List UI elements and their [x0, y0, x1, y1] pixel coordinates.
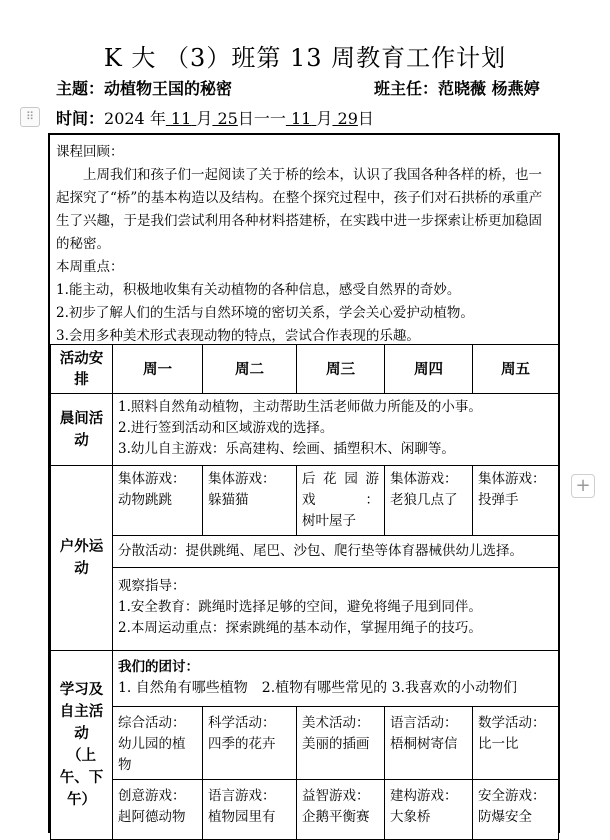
outdoor-label: 户外运动 — [51, 466, 113, 651]
focus-title: 本周重点： — [56, 259, 124, 275]
weekly-plan-table — [50, 344, 559, 840]
time-year: 2024 年 — [104, 109, 166, 128]
teacher-names: 范晓薇 杨燕婷 — [438, 79, 540, 98]
outdoor-games-row — [51, 466, 559, 536]
learning-game-cell: 建构游戏： 大象桥 — [385, 780, 473, 840]
month-char-2: 月 — [316, 109, 333, 128]
learning-games-row — [51, 780, 559, 840]
teacher-label: 班主任： — [374, 79, 439, 98]
learning-game-cell: 安全游戏： 防爆安全 — [473, 780, 559, 840]
day-header: 周五 — [473, 345, 559, 394]
focus-point: 2.初步了解人们的生活与自然环境的密切关系，学会关心爱护动植物。 — [56, 305, 474, 321]
day-char-2: 日 — [357, 109, 374, 128]
day-char-1: 日 — [237, 109, 254, 128]
guide-title: 观察指导： — [118, 578, 186, 594]
outdoor-game-cell: 集体游戏： 老狼几点了 — [385, 466, 473, 536]
end-month: 11 — [290, 109, 312, 128]
month-char-1: 月 — [196, 109, 213, 128]
scatter-activity: 分散活动：提供跳绳、尾巴、沙包、爬行垫等体育器械供幼儿选择。 — [113, 536, 559, 568]
drag-handle-icon[interactable]: ⠿ — [20, 107, 40, 127]
table-header-row — [51, 345, 559, 394]
day-header: 周一 — [113, 345, 203, 394]
review-title: 课程回顾： — [56, 144, 124, 160]
page-title: K 大 （3）班第 13 周教育工作计划 — [103, 44, 507, 72]
group-discussion-row — [51, 651, 559, 707]
review-text: 上周我们和孩子们一起阅读了关于桥的绘本，认识了我国各种各样的桥，也一起探究了“桥”的基本构造以及结构。在整个探究过程中，孩子们对石拱桥的承重产生了兴趣，于是我们尝试利用各种材料搭建桥，在实践中进一步探索让桥更加稳固的秘密。 — [56, 167, 543, 252]
morning-line: 2.进行签到活动和区域游戏的选择。 — [118, 420, 334, 436]
learning-activity-cell: 语言活动： 梧桐树寄信 — [385, 707, 473, 780]
learning-activity-cell: 数学活动： 比一比 — [473, 707, 559, 780]
day-header: 周三 — [297, 345, 385, 394]
outdoor-scatter-row — [51, 536, 559, 568]
learning-game-cell: 创意游戏： 赳阿德动物 — [113, 780, 203, 840]
teacher-line — [374, 76, 540, 99]
outdoor-game-cell: 集体游戏： 动物跳跳 — [113, 466, 203, 536]
theme-line — [56, 76, 232, 99]
learning-activity-cell: 科学活动： 四季的花卉 — [203, 707, 297, 780]
learning-game-cell: 语言游戏： 植物园里有 — [203, 780, 297, 840]
corner-cell: 活动安排 — [51, 345, 113, 394]
focus-point: 3.会用多种美术形式表现动物的特点，尝试合作表现的乐趣。 — [56, 328, 420, 344]
end-day: 29 — [337, 109, 358, 128]
outdoor-game-cell: 集体游戏： 投弹手 — [473, 466, 559, 536]
focus-point: 1.能主动，积极地收集有关动植物的各种信息，感受自然界的奇妙。 — [56, 282, 461, 298]
group-items: 1. 自然角有哪些植物 2.植物有哪些常见的 3.我喜欢的小动物们 — [118, 680, 517, 696]
start-day: 25 — [217, 109, 238, 128]
learning-label: 学习及自主活动 （上午、下午） — [51, 651, 113, 840]
group-title: 我们的团讨： — [118, 659, 199, 675]
morning-row — [51, 394, 559, 466]
time-line — [56, 106, 374, 129]
morning-content — [113, 394, 559, 466]
morning-line: 1.照料自然角动植物，主动帮助生活老师做力所能及的小事。 — [118, 399, 482, 415]
outdoor-guide-row — [51, 568, 559, 651]
theme-label: 主题： — [56, 79, 105, 98]
plan-sheet — [48, 133, 560, 833]
observation-guide — [113, 568, 559, 651]
morning-label: 晨间活动 — [51, 394, 113, 466]
morning-line: 3.幼儿自主游戏：乐高建构、绘画、插塑积木、闲聊等。 — [118, 441, 455, 457]
learning-activity-cell: 美术活动： 美丽的插画 — [297, 707, 385, 780]
outdoor-game-cell: 后花园游戏： 树叶屋子 — [297, 466, 385, 536]
day-header: 周四 — [385, 345, 473, 394]
learning-activity-cell: 综合活动： 幼儿园的植物 — [113, 707, 203, 780]
guide-line: 2.本周运动重点：探索跳绳的基本动作，掌握用绳子的技巧。 — [118, 620, 482, 636]
group-discussion — [113, 651, 559, 707]
learning-activities-row — [51, 707, 559, 780]
day-header: 周二 — [203, 345, 297, 394]
start-month: 11 — [170, 109, 192, 128]
add-column-button[interactable]: + — [571, 474, 595, 498]
learning-game-cell: 益智游戏： 企鹅平衡赛 — [297, 780, 385, 840]
time-label: 时间： — [56, 109, 105, 128]
outdoor-game-cell: 集体游戏： 躲猫猫 — [203, 466, 297, 536]
time-dash: 一一 — [253, 109, 286, 128]
theme-value: 动植物王国的秘密 — [104, 79, 233, 98]
guide-line: 1.安全教育：跳绳时选择足够的空间，避免将绳子甩到同伴。 — [118, 599, 482, 615]
course-review — [50, 135, 558, 344]
